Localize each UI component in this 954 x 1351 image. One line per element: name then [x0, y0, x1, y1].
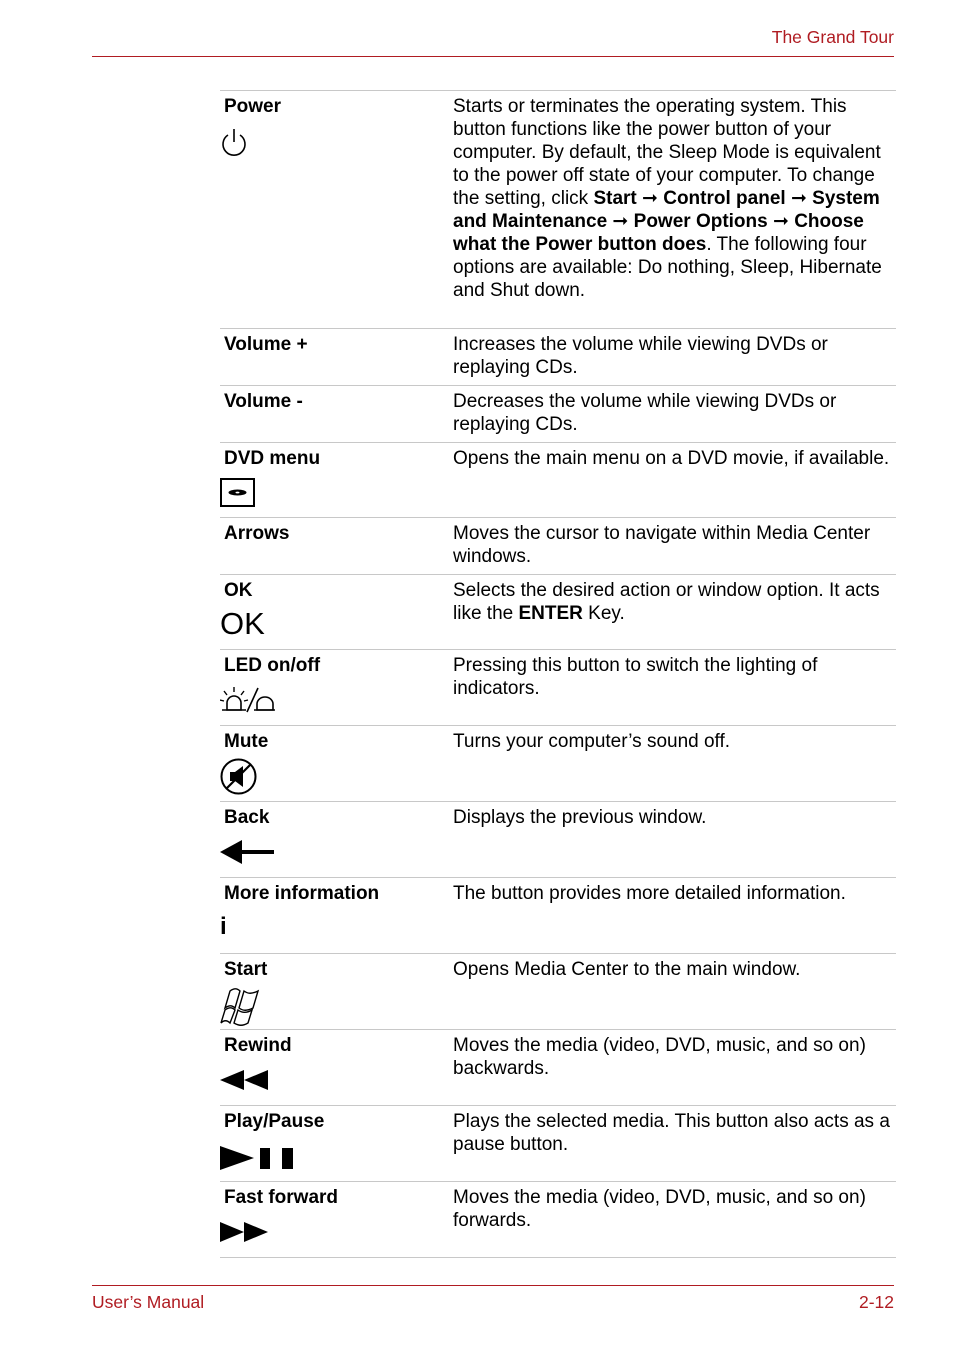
row-description: Plays the selected media. This button also acts as a pause button. [453, 1111, 890, 1155]
row-key: Power [224, 96, 282, 117]
desc-text: Selects the desired action or window option. It acts like the [453, 580, 880, 624]
page-number: 2-12 [858, 1292, 894, 1312]
row-description [453, 91, 896, 309]
row-description: Pressing this button to switch the lighting of indicators. [453, 655, 818, 699]
desc-bold: Power Options [633, 211, 768, 232]
power-icon [220, 127, 250, 159]
info-icon: i [220, 913, 227, 940]
row-description: Displays the previous window. [453, 807, 707, 828]
table-row [220, 1106, 896, 1182]
dvd-menu-icon [220, 478, 256, 508]
header-rule [92, 56, 894, 57]
running-header: The Grand Tour [771, 27, 894, 47]
desc-text: Starts or terminates the operating system. This button functions like the power button of your computer. By default, the Sleep Mode is equivalent to the power off state of your computer. To change the setting, click [453, 96, 881, 209]
row-key: DVD menu [224, 448, 321, 469]
row-key: Rewind [224, 1035, 292, 1056]
row-description: Decreases the volume while viewing DVDs or replaying CDs. [453, 391, 837, 435]
ok-icon: OK [220, 606, 265, 641]
led-icon [220, 686, 276, 714]
back-arrow-icon [220, 838, 276, 866]
rewind-icon [220, 1070, 270, 1090]
table-row [220, 386, 896, 443]
table-row [220, 1182, 896, 1258]
desc-text: . The following four options are available: Do nothing, Sleep, Hibernate and Shut down. [453, 234, 882, 301]
row-description: Opens the main menu on a DVD movie, if available. [453, 448, 890, 469]
desc-bold: System and Maintenance [453, 188, 880, 232]
table-row [220, 650, 896, 726]
arrow-sep: ➞ [636, 188, 664, 209]
footer-rule [92, 1285, 894, 1286]
row-description: Turns your computer’s sound off. [453, 731, 731, 752]
row-description: Opens Media Center to the main window. [453, 959, 801, 980]
desc-bold: ENTER [518, 603, 583, 624]
mute-icon [220, 758, 258, 796]
row-description: Moves the cursor to navigate within Media Center windows. [453, 523, 871, 567]
row-key: Play/Pause [224, 1111, 325, 1132]
row-key: Back [224, 807, 270, 828]
row-key: LED on/off [224, 655, 321, 676]
fast-forward-icon [220, 1222, 270, 1242]
windows-logo-icon [220, 986, 262, 1026]
row-description: The button provides more detailed information. [453, 883, 846, 904]
table-row [220, 518, 896, 575]
row-description: Increases the volume while viewing DVDs or replaying CDs. [453, 334, 828, 378]
remote-buttons-table [220, 90, 896, 1258]
table-row [220, 329, 896, 386]
table-row [220, 878, 896, 954]
row-key: Start [224, 959, 268, 980]
row-key: Arrows [224, 523, 290, 544]
table-row [220, 443, 896, 518]
desc-bold: Control panel [663, 188, 786, 209]
table-row [220, 1030, 896, 1106]
table-row [220, 802, 896, 878]
row-key: Volume + [224, 334, 308, 355]
desc-bold: Choose what the Power button does [453, 211, 864, 255]
row-description: Moves the media (video, DVD, music, and so on) backwards. [453, 1035, 866, 1079]
arrow-sep: ➞ [785, 188, 813, 209]
desc-bold: Start [593, 188, 637, 209]
play-pause-icon [220, 1146, 296, 1170]
arrow-sep: ➞ [607, 211, 634, 232]
row-key: OK [224, 580, 253, 601]
row-description: Moves the media (video, DVD, music, and so on) forwards. [453, 1187, 866, 1231]
row-key: Volume - [224, 391, 303, 412]
desc-text: Key. [582, 603, 625, 624]
table-row [220, 954, 896, 1030]
table-row [220, 575, 896, 650]
row-key: More information [224, 883, 380, 904]
table-row [220, 91, 896, 329]
table-row [220, 726, 896, 802]
row-description [453, 575, 896, 632]
row-key: Fast forward [224, 1187, 339, 1208]
arrow-sep: ➞ [767, 211, 795, 232]
footer-manual-title: User’s Manual [92, 1292, 205, 1312]
row-key: Mute [224, 731, 269, 752]
